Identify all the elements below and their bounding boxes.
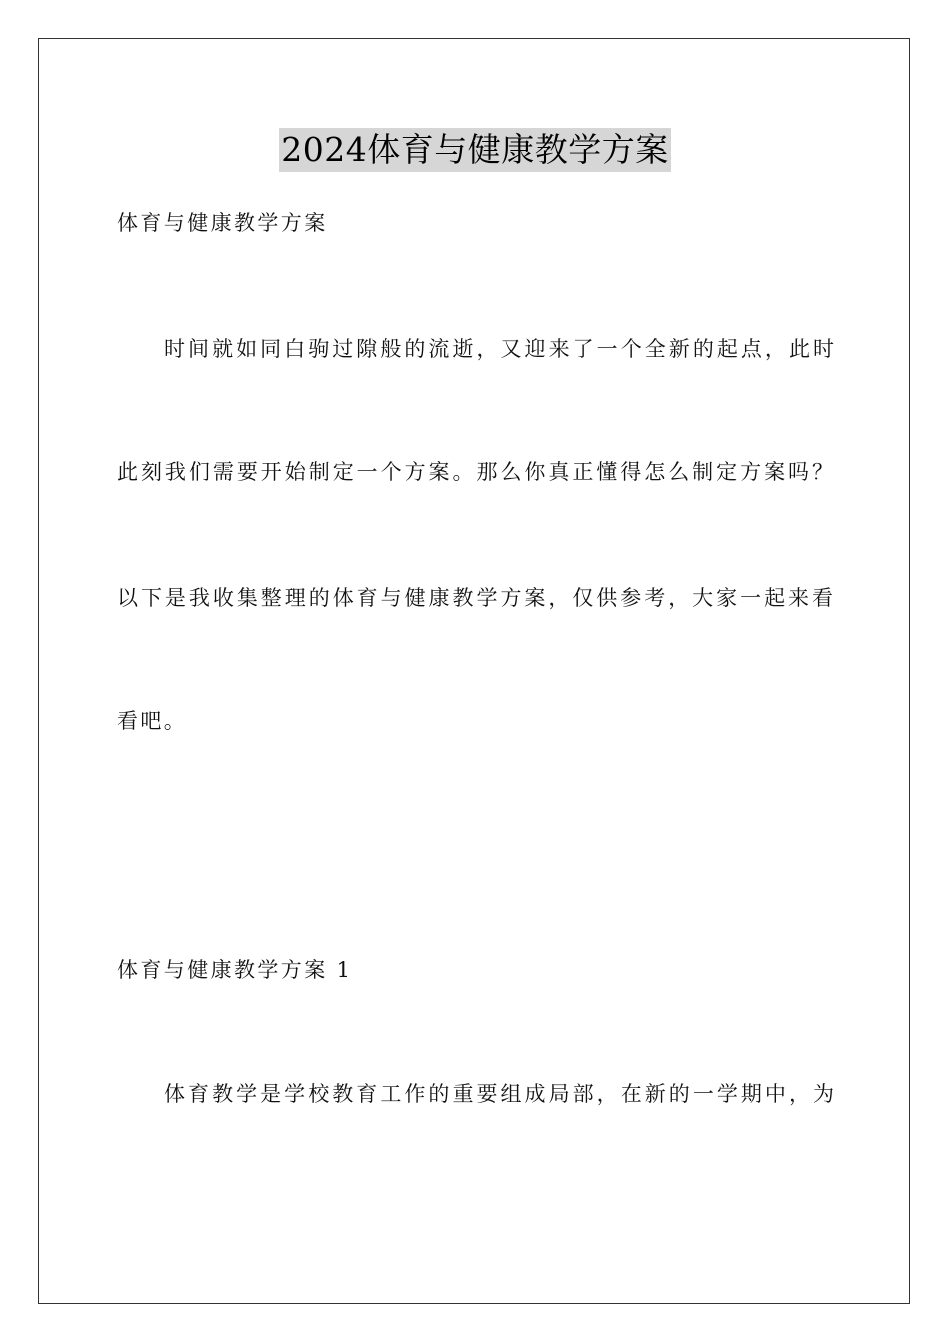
paragraph-line: 此刻我们需要开始制定一个方案。那么你真正懂得怎么制定方案吗？ [117, 460, 833, 484]
title-container [0, 128, 950, 172]
paragraph-line: 以下是我收集整理的体育与健康教学方案，仅供参考，大家一起来看 [117, 586, 833, 610]
document-title: 2024体育与健康教学方案 [279, 128, 670, 172]
document-subtitle: 体育与健康教学方案 [117, 211, 328, 235]
paragraph-line: 看吧。 [117, 709, 188, 733]
paragraph-line: 体育教学是学校教育工作的重要组成局部，在新的一学期中，为 [164, 1082, 834, 1106]
paragraph-line: 时间就如同白驹过隙般的流逝，又迎来了一个全新的起点，此时 [164, 337, 834, 361]
section-heading: 体育与健康教学方案 1 [117, 958, 353, 982]
